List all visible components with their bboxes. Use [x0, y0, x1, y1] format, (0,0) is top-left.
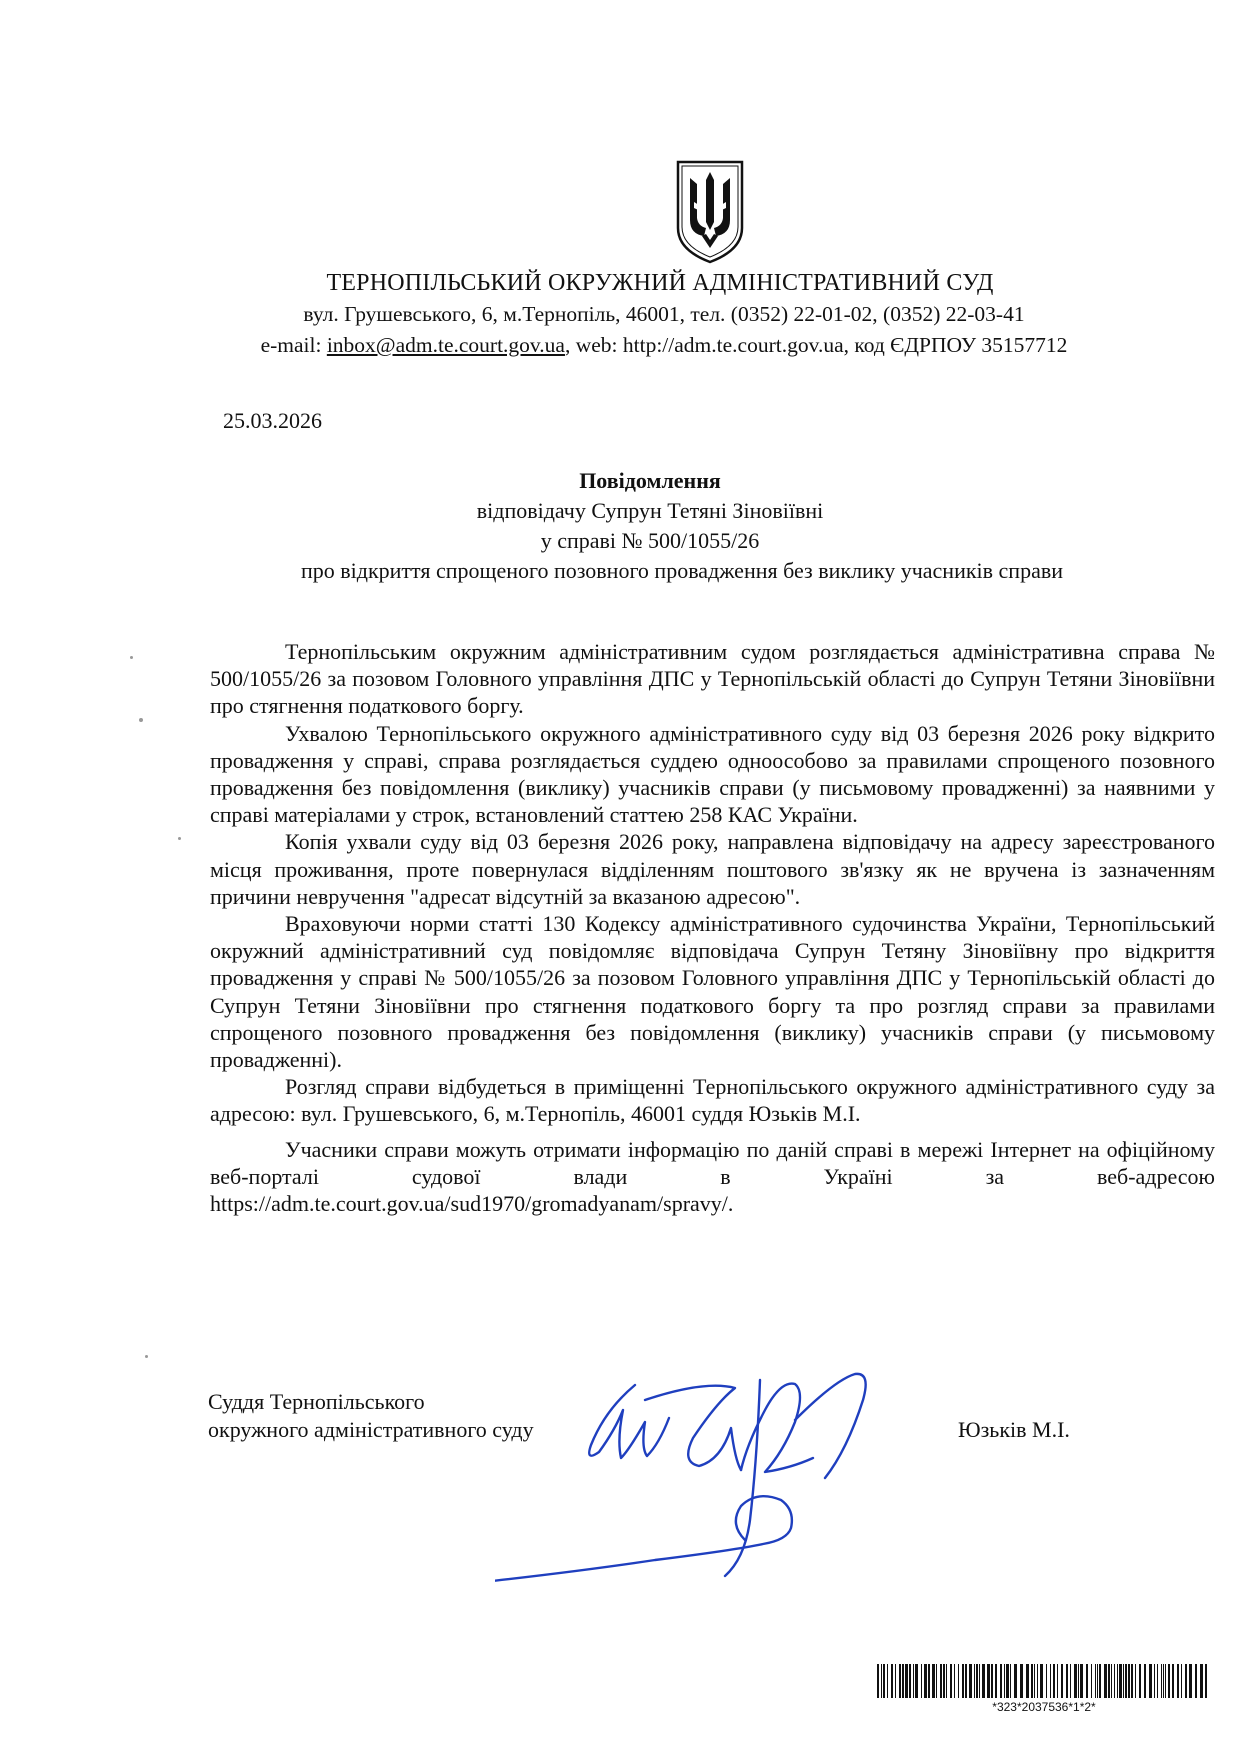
notice-case-number: у справі № 500/1055/26 — [540, 528, 760, 553]
barcode-bar — [883, 1664, 885, 1698]
barcode-bar — [1111, 1664, 1112, 1698]
notice-body — [210, 638, 1215, 1217]
barcode-bar — [979, 1664, 980, 1698]
barcode-bar — [877, 1664, 879, 1698]
barcode-bar — [1149, 1664, 1152, 1698]
signer-position — [208, 1388, 534, 1444]
barcode-bar — [946, 1664, 947, 1698]
barcode-bar — [950, 1664, 952, 1698]
barcode-bar — [1123, 1664, 1124, 1698]
barcode-bar — [987, 1664, 990, 1698]
paragraph: Ухвалою Тернопільського окружного адміністративного суду від 03 березня 2026 року відкрито провадження у справі, справа розглядається суддею одноособово за правилами спрощеного позовного провадження без повідомлення (виклику) учасників справи (у письмовому провадженні) за наявними у справі матеріалами у строк, встановлений статтею 258 КАС України. — [210, 720, 1215, 828]
scan-speck — [145, 1355, 148, 1358]
signer-position-line: окружного адміністративного суду — [208, 1417, 534, 1442]
barcode-bar — [1119, 1664, 1122, 1698]
barcode-bar — [1144, 1664, 1146, 1698]
barcode-bar — [1128, 1664, 1130, 1698]
barcode-bar — [1189, 1664, 1192, 1698]
barcode-bar — [1061, 1664, 1063, 1698]
barcode-bar — [1070, 1664, 1071, 1698]
court-address: вул. Грушевського, 6, м.Тернопіль, 46001, тел. (0352) 22-01-02, (0352) 22-03-41 — [303, 302, 1025, 326]
barcode-bar — [1154, 1664, 1155, 1698]
barcode-bar — [1014, 1664, 1017, 1698]
barcode-bar — [1086, 1664, 1088, 1698]
handwritten-signature-icon — [495, 1340, 925, 1620]
barcode-bar — [1161, 1664, 1162, 1698]
barcode-bar — [932, 1664, 935, 1698]
barcode-bar — [1020, 1664, 1023, 1698]
barcode-bar — [943, 1664, 945, 1698]
barcode-bar — [995, 1664, 997, 1698]
barcode-bar — [976, 1664, 978, 1698]
signer-position-line: Суддя Тернопільського — [208, 1389, 425, 1414]
barcode-bar — [1165, 1664, 1166, 1698]
barcode-bar — [1026, 1664, 1029, 1698]
scan-speck — [178, 837, 181, 840]
barcode-bar — [1006, 1664, 1009, 1698]
barcode-bar — [1080, 1664, 1083, 1698]
barcode-bar — [902, 1664, 904, 1698]
barcode-bar — [969, 1664, 972, 1698]
barcode-bar — [1181, 1664, 1182, 1698]
barcode-bar — [1114, 1664, 1115, 1698]
barcode-icon — [877, 1664, 1211, 1698]
barcode-bar — [1177, 1664, 1179, 1698]
barcode-bar — [1135, 1664, 1136, 1698]
signer-name: Юзьків М.І. — [958, 1417, 1070, 1442]
barcode-bar — [1095, 1664, 1096, 1698]
barcode-bar — [962, 1664, 964, 1698]
barcode-bar — [1078, 1664, 1079, 1698]
barcode-bar — [1117, 1664, 1118, 1698]
barcode-bar — [899, 1664, 901, 1698]
barcode-bar — [1010, 1664, 1011, 1698]
scan-speck — [130, 656, 133, 659]
trident-coat-of-arms-icon — [672, 158, 748, 266]
paragraph: Копія ухвали суду від 03 березня 2026 року, направлена відповідачу на адресу зареєстрованого місця проживання, проте повернулася відділенням поштового зв'язку як не вручена із зазначенням причини невручення "адресат відсутній за вказаною адресою". — [210, 829, 1215, 909]
barcode-bar — [1168, 1664, 1170, 1698]
barcode-bar — [1040, 1664, 1043, 1698]
barcode-bar — [954, 1664, 955, 1698]
barcode-bar — [887, 1664, 888, 1698]
barcode-bar — [1031, 1664, 1033, 1698]
barcode-bar — [1163, 1664, 1164, 1698]
barcode-bar — [1131, 1664, 1133, 1698]
barcode-bar — [909, 1664, 911, 1698]
barcode-bar — [991, 1664, 993, 1698]
barcode-bar — [974, 1664, 975, 1698]
barcode-bar — [936, 1664, 937, 1698]
barcode-bar — [1057, 1664, 1058, 1698]
barcode-bar — [915, 1664, 918, 1698]
barcode-bar — [1034, 1664, 1035, 1698]
barcode-bar — [895, 1664, 896, 1698]
notice-title: Повідомлення — [579, 468, 721, 493]
court-contacts — [44, 333, 1240, 358]
paragraph: Враховуючи норми статті 130 Кодексу адміністративного судочинства України, Тернопільський окружний адміністративний суд повідомляє відповідача Супрун Тетяну Зіновіївну про відкриття провадження у справі № 500/1055/26 за позовом Головного управління ДПС у Тернопільській області до Супрун Тетяни Зіновіївни про стягнення податкового боргу та про розгляд справи за правилами спрощеного позовного провадження без повідомлення (виклику) учасників справи (у письмовому провадженні). — [210, 911, 1215, 1073]
notice-subject: про відкриття спрощеного позовного провадження без виклику учасників справи — [300, 558, 1064, 583]
barcode-bar — [1185, 1664, 1187, 1698]
barcode-number: *323*2037536*1*2* — [992, 1700, 1096, 1714]
barcode-bar — [1050, 1664, 1051, 1698]
contacts-rest: , web: http://adm.te.court.gov.ua, код ЄДРПОУ 35157712 — [564, 333, 1068, 357]
barcode-bar — [1139, 1664, 1141, 1698]
barcode-bar — [891, 1664, 893, 1698]
barcode-bar — [965, 1664, 967, 1698]
paragraph: Тернопільським окружним адміністративним судом розглядається адміністративна справа № 500/1055/26 за позовом Головного управління ДПС у Тернопільській області до Супрун Тетяни Зіновіївни про стягнення податкового боргу. — [210, 639, 1215, 719]
barcode-bar — [1205, 1664, 1207, 1698]
barcode-bar — [940, 1664, 942, 1698]
notice-recipient: відповідачу Супрун Тетяні Зіновіївні — [476, 498, 824, 523]
barcode-bar — [1172, 1664, 1174, 1698]
court-email-link[interactable]: inbox@adm.te.court.gov.ua — [326, 333, 565, 357]
barcode-bar — [928, 1664, 930, 1698]
barcode-bar — [958, 1664, 959, 1698]
barcode-bar — [1097, 1664, 1098, 1698]
scan-speck — [139, 718, 143, 722]
barcode-bar — [1066, 1664, 1068, 1698]
barcode-bar — [905, 1664, 908, 1698]
barcode-bar — [982, 1664, 985, 1698]
barcode-bar — [1099, 1664, 1101, 1698]
barcode-bar — [1104, 1664, 1107, 1698]
barcode-bar — [913, 1664, 914, 1698]
barcode-bar — [1046, 1664, 1047, 1698]
barcode-bar — [1157, 1664, 1158, 1698]
barcode-bar — [1074, 1664, 1077, 1698]
barcode-bar — [1037, 1664, 1038, 1698]
paragraph: Учасники справи можуть отримати інформацію по даній справі в мережі Інтернет на офіційному веб-порталі судової влади в Україні за веб-адресою https://adm.te.court.gov.ua/sud1970/gromadyanam/spravy/. — [210, 1136, 1215, 1217]
barcode-bar — [924, 1664, 927, 1698]
barcode-bar — [1125, 1664, 1127, 1698]
barcode-bar — [1000, 1664, 1002, 1698]
document-date: 25.03.2026 — [223, 408, 322, 433]
barcode-bar — [1200, 1664, 1203, 1698]
email-prefix: e-mail: — [260, 333, 327, 357]
barcode-bar — [881, 1664, 882, 1698]
barcode-bar — [1091, 1664, 1092, 1698]
barcode-bar — [1108, 1664, 1110, 1698]
barcode-bar — [1195, 1664, 1197, 1698]
paragraph: Розгляд справи відбудеться в приміщенні Тернопільського окружного адміністративного суду за адресою: вул. Грушевського, 6, м.Тернопіль, 46001 суддя Юзьків М.І. — [210, 1074, 1215, 1127]
barcode-bar — [921, 1664, 922, 1698]
barcode-bar — [1004, 1664, 1005, 1698]
barcode-bar — [1053, 1664, 1055, 1698]
court-name: ТЕРНОПІЛЬСЬКИЙ ОКРУЖНИЙ АДМІНІСТРАТИВНИЙ СУД — [326, 270, 994, 296]
